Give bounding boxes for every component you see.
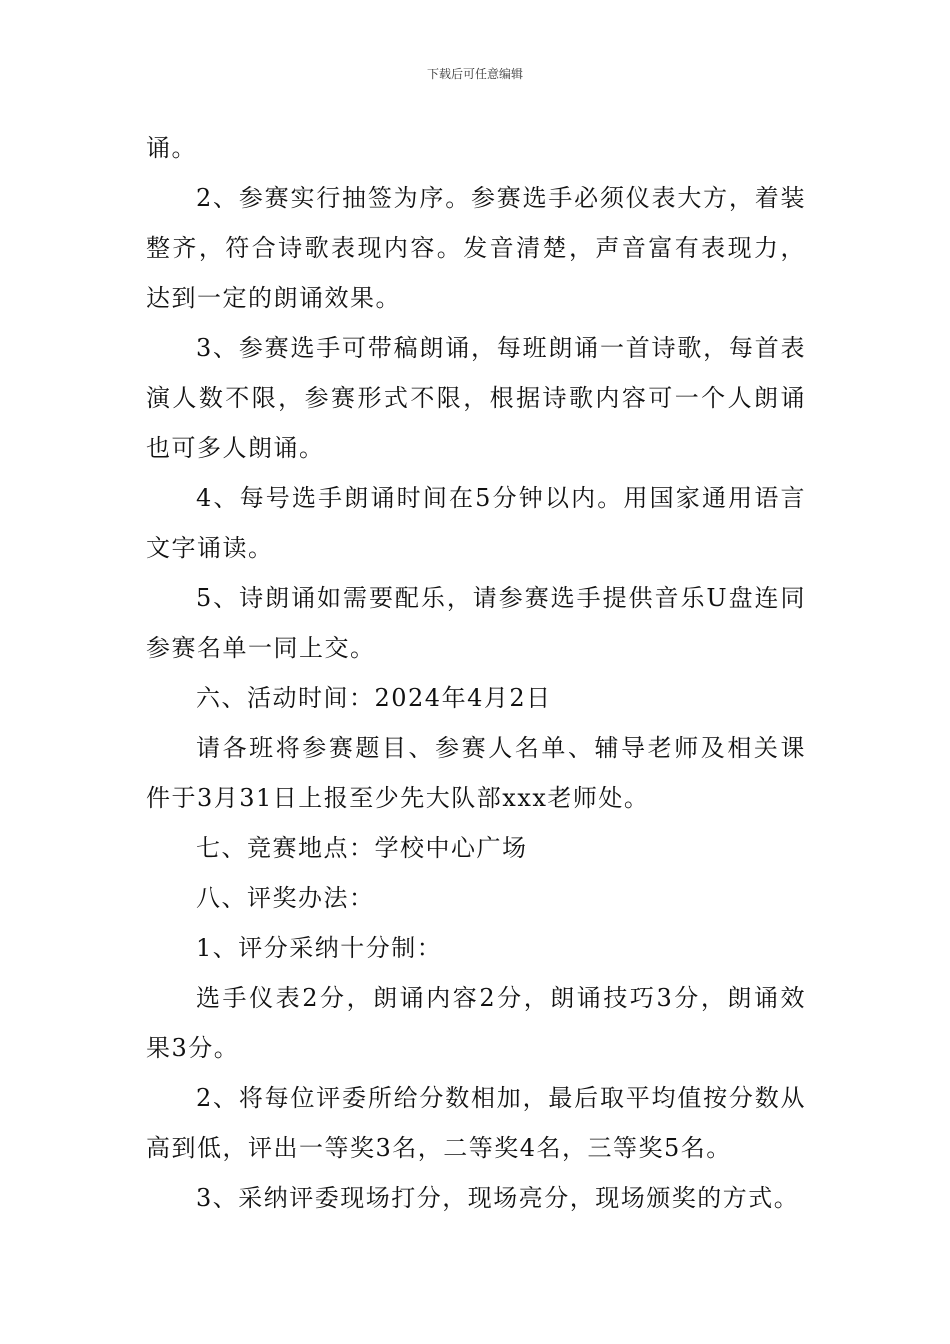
paragraph-rule-5: 5、诗朗诵如需要配乐，请参赛选手提供音乐U盘连同参赛名单一同上交。 — [146, 584, 806, 662]
page-header-note: 下载后可任意编辑 — [426, 67, 523, 81]
paragraph-continuation: 诵。 — [146, 134, 197, 162]
section-activity-time: 六、活动时间：2024年4月2日 — [196, 684, 552, 712]
paragraph-scoring-system: 1、评分采纳十分制： — [196, 934, 443, 962]
paragraph-ranking: 2、将每位评委所给分数相加，最后取平均值按分数从高到低，评出一等奖3名，二等奖4名，三等奖5名。 — [146, 1084, 806, 1162]
document-body — [146, 123, 806, 1223]
paragraph-rule-3: 3、参赛选手可带稿朗诵，每班朗诵一首诗歌，每首表演人数不限，参赛形式不限，根据诗歌内容可一个人朗诵也可多人朗诵。 — [146, 334, 806, 462]
paragraph-rule-2: 2、参赛实行抽签为序。参赛选手必须仪表大方，着装整齐，符合诗歌表现内容。发音清楚，声音富有表现力，达到一定的朗诵效果。 — [146, 184, 806, 312]
section-venue: 七、竞赛地点：学校中心广场 — [196, 834, 528, 862]
section-awards-heading: 八、评奖办法： — [196, 884, 375, 912]
paragraph-rule-4: 4、每号选手朗诵时间在5分钟以内。用国家通用语言文字诵读。 — [146, 484, 806, 562]
paragraph-submission-note: 请各班将参赛题目、参赛人名单、辅导老师及相关课件于3月31日上报至少先大队部xxx老师处。 — [146, 734, 806, 812]
paragraph-score-breakdown: 选手仪表2分，朗诵内容2分，朗诵技巧3分，朗诵效果3分。 — [146, 984, 806, 1062]
paragraph-judging-method: 3、采纳评委现场打分，现场亮分，现场颁奖的方式。 — [196, 1184, 800, 1212]
